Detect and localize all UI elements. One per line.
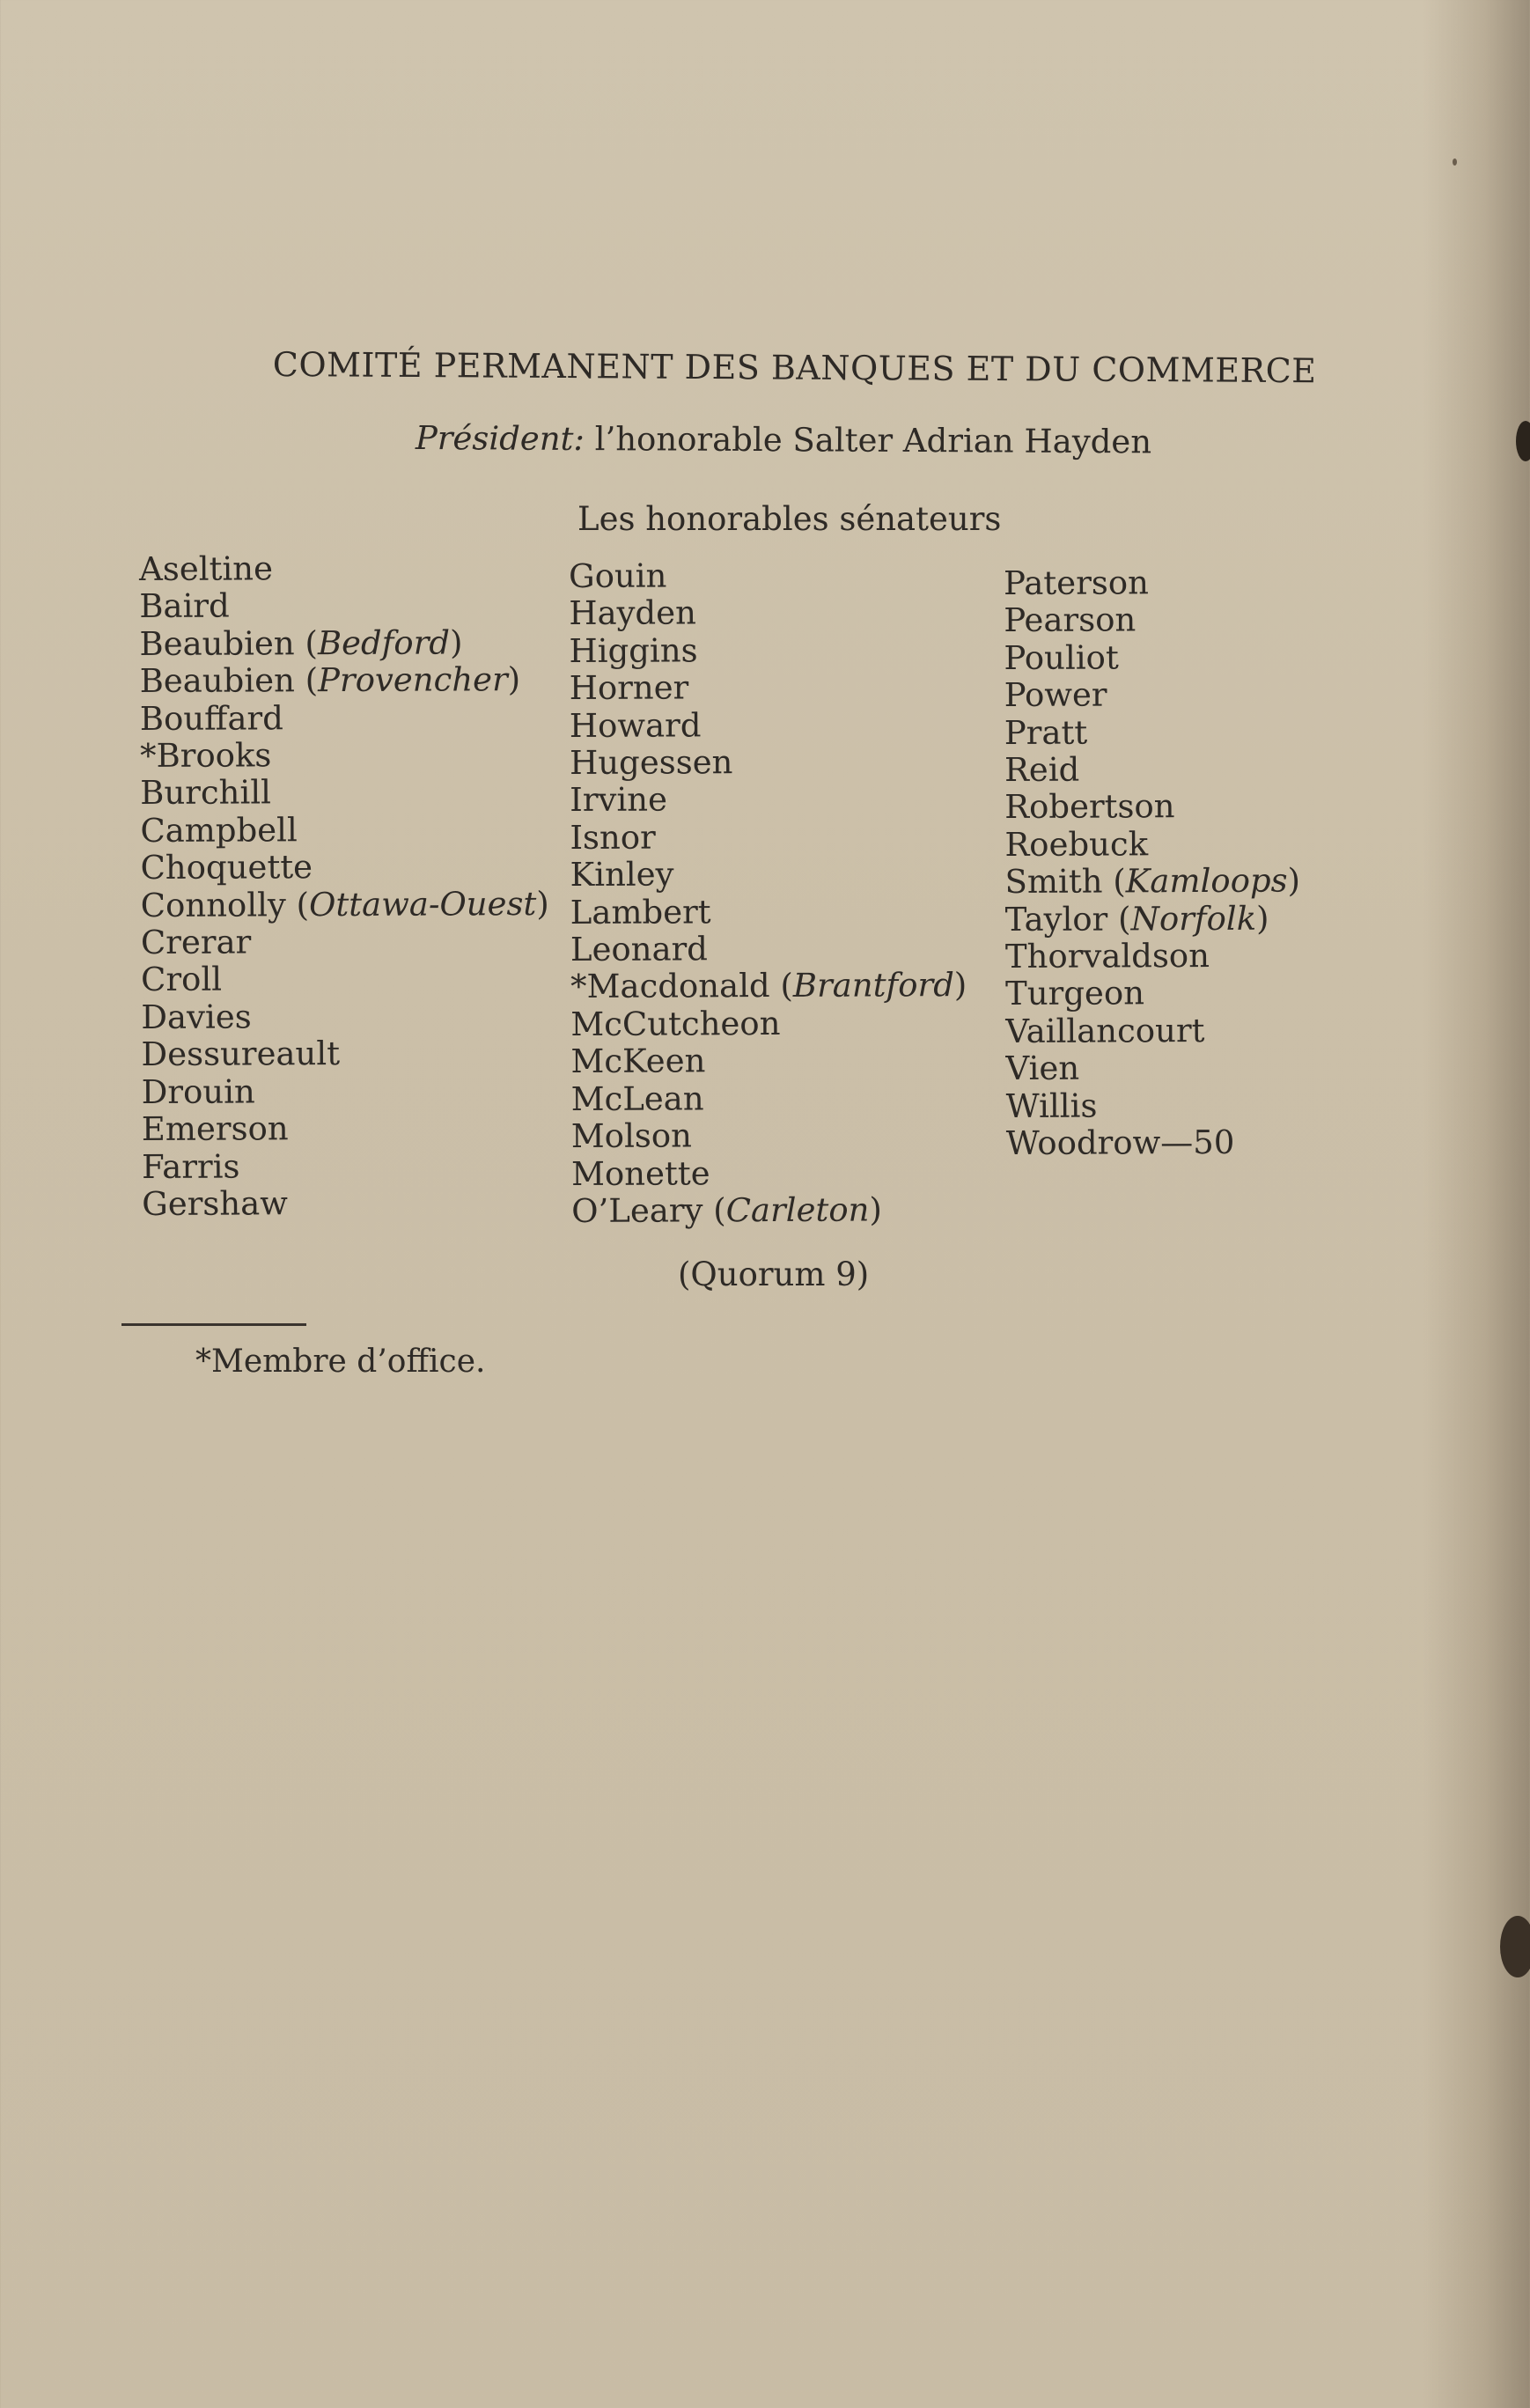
senator-entry xyxy=(571,1116,967,1155)
senator-name: *Brooks xyxy=(139,736,272,776)
senator-name: Gershaw xyxy=(142,1184,289,1223)
senator-entry xyxy=(570,818,966,857)
senator-division: Ottawa-Ouest xyxy=(308,884,537,924)
senator-entry xyxy=(1004,638,1299,677)
senator-entry xyxy=(570,930,967,968)
senator-name: Paterson xyxy=(1003,563,1150,602)
senator-name: Turgeon xyxy=(1005,974,1145,1013)
senator-name: Dessureault xyxy=(141,1035,341,1074)
senator-entry xyxy=(141,960,549,998)
senator-name: *Macdonald xyxy=(570,967,770,1006)
senator-name: Horner xyxy=(569,668,689,708)
senator-entry xyxy=(1005,1049,1301,1088)
senator-name: McKeen xyxy=(570,1042,706,1081)
senator-division: Carleton xyxy=(725,1190,870,1230)
senator-entry xyxy=(570,743,966,782)
senator-name: Roebuck xyxy=(1004,825,1149,864)
senator-entry xyxy=(139,549,548,588)
president-line xyxy=(416,419,1151,460)
page-title: COMITÉ PERMANENT DES BANQUES ET DU COMMERCE xyxy=(272,345,1317,391)
senator-entry: Beaubien (Provencher) xyxy=(139,660,521,701)
senator-name: Farris xyxy=(141,1147,240,1186)
senator-name: Bouffard xyxy=(139,698,283,738)
senator-entry xyxy=(1006,1086,1302,1125)
senator-entry xyxy=(140,773,548,812)
senator-name: McLean xyxy=(570,1079,704,1118)
senator-name: Baird xyxy=(139,586,230,626)
senator-entry: Connolly (Ottawa-Ouest) xyxy=(140,884,549,924)
senator-name: Beaubien xyxy=(139,624,295,663)
senator-column-3 xyxy=(1004,564,1301,1163)
senator-name: Choquette xyxy=(140,848,313,887)
senator-division: Provencher xyxy=(317,660,508,700)
senator-division: Kamloops xyxy=(1125,861,1288,901)
senators-heading: Les honorables sénateurs xyxy=(577,500,1002,538)
senator-entry: Smith (Kamloops) xyxy=(1004,861,1301,902)
senator-name: Leonard xyxy=(570,930,709,969)
senator-entry: Beaubien (Bedford) xyxy=(139,623,463,663)
senator-entry xyxy=(570,1042,967,1080)
senator-name: Pearson xyxy=(1004,600,1136,640)
senator-name: Hayden xyxy=(569,593,697,633)
senator-column-2 xyxy=(569,556,967,1230)
senator-name: McCutcheon xyxy=(570,1004,781,1043)
senator-entry xyxy=(142,1109,550,1148)
senator-name: Higgins xyxy=(569,631,698,670)
senator-entry xyxy=(570,1005,967,1043)
senator-name: Monette xyxy=(570,1153,710,1193)
senator-name: Croll xyxy=(141,961,223,999)
senator-entry xyxy=(1004,713,1300,752)
senator-entry xyxy=(140,811,548,850)
senator-entry xyxy=(139,586,548,625)
senator-entry xyxy=(142,1072,550,1111)
senator-entry xyxy=(570,706,966,745)
senator-name: Crerar xyxy=(140,923,252,962)
senator-name: Vaillancourt xyxy=(1005,1011,1205,1050)
paper-speck xyxy=(1453,158,1457,166)
senator-entry xyxy=(1004,564,1299,603)
senator-entry xyxy=(570,855,966,894)
senator-name: Vien xyxy=(1005,1049,1080,1088)
senator-entry xyxy=(571,1154,967,1193)
senator-entry xyxy=(140,736,548,775)
senator-entry xyxy=(1004,788,1300,827)
senator-name: Thorvaldson xyxy=(1004,937,1210,976)
senator-entry xyxy=(1005,938,1301,976)
senator-entry xyxy=(570,893,967,932)
senator-entry: O’Leary (Carleton) xyxy=(571,1190,882,1230)
senator-name: Gouin xyxy=(568,556,667,595)
senator-entry xyxy=(570,668,966,707)
senator-entry xyxy=(142,1146,550,1185)
senator-entry: Taylor (Norfolk) xyxy=(1004,899,1269,939)
senator-name: Campbell xyxy=(140,811,298,850)
senator-name: Power xyxy=(1004,675,1107,715)
senator-name: Drouin xyxy=(141,1072,255,1111)
senator-entry xyxy=(1004,825,1300,864)
senator-entry xyxy=(142,1184,550,1223)
senator-name: Burchill xyxy=(140,773,272,813)
senator-name: Beaubien xyxy=(139,661,295,701)
senator-entry xyxy=(571,1079,967,1118)
senator-entry xyxy=(1004,751,1300,790)
senator-name: Davies xyxy=(141,998,252,1036)
senator-name: Connolly xyxy=(140,885,286,924)
senator-name: Smith xyxy=(1004,862,1103,902)
senator-division: Bedford xyxy=(317,623,451,662)
senator-name: Howard xyxy=(569,705,702,745)
senator-name: Irvine xyxy=(570,780,668,820)
senator-entry xyxy=(141,923,549,961)
senator-name: Isnor xyxy=(570,818,656,857)
senator-name: Hugessen xyxy=(569,743,733,783)
senator-entry xyxy=(140,848,548,887)
senator-name: Reid xyxy=(1004,750,1080,790)
president-label: Président: xyxy=(415,419,585,459)
senator-entry xyxy=(1005,1012,1301,1050)
footnote: *Membre d’office. xyxy=(195,1344,486,1380)
footnote-rule xyxy=(121,1323,306,1326)
senator-name: Pouliot xyxy=(1004,638,1119,677)
senator-name: O’Leary xyxy=(571,1191,703,1230)
senator-entry xyxy=(141,1035,549,1073)
binding-hole-bottom xyxy=(1500,1916,1530,1977)
senator-name: Aseltine xyxy=(138,549,274,588)
senator-entry xyxy=(569,631,965,670)
senator-name: Lambert xyxy=(570,892,711,932)
senator-entry: *Macdonald (Brantford) xyxy=(570,966,967,1006)
senator-entry xyxy=(140,699,548,738)
senator-entry xyxy=(569,593,965,632)
senator-name: Molson xyxy=(570,1116,693,1156)
binding-hole-top xyxy=(1516,421,1530,461)
senator-name: Emerson xyxy=(141,1109,289,1149)
senator-entry xyxy=(1004,601,1299,640)
senator-entry xyxy=(1005,975,1301,1013)
senator-entry xyxy=(1006,1124,1302,1163)
senator-name: Woodrow—50 xyxy=(1005,1123,1235,1163)
senator-name: Taylor xyxy=(1004,900,1108,939)
senator-division: Brantford xyxy=(792,966,954,1005)
senator-name: Willis xyxy=(1005,1086,1098,1125)
senator-name: Pratt xyxy=(1004,713,1088,752)
senator-name: Robertson xyxy=(1004,787,1175,827)
quorum-note: (Quorum 9) xyxy=(678,1256,870,1293)
senator-entry xyxy=(1004,676,1300,715)
senator-entry xyxy=(569,556,965,595)
senator-name: Kinley xyxy=(570,855,674,895)
senator-entry xyxy=(141,998,549,1036)
president-name: l’honorable Salter Adrian Hayden xyxy=(594,420,1152,461)
senator-division: Norfolk xyxy=(1130,899,1257,939)
senator-column-1 xyxy=(139,549,550,1223)
senator-entry xyxy=(570,780,966,819)
